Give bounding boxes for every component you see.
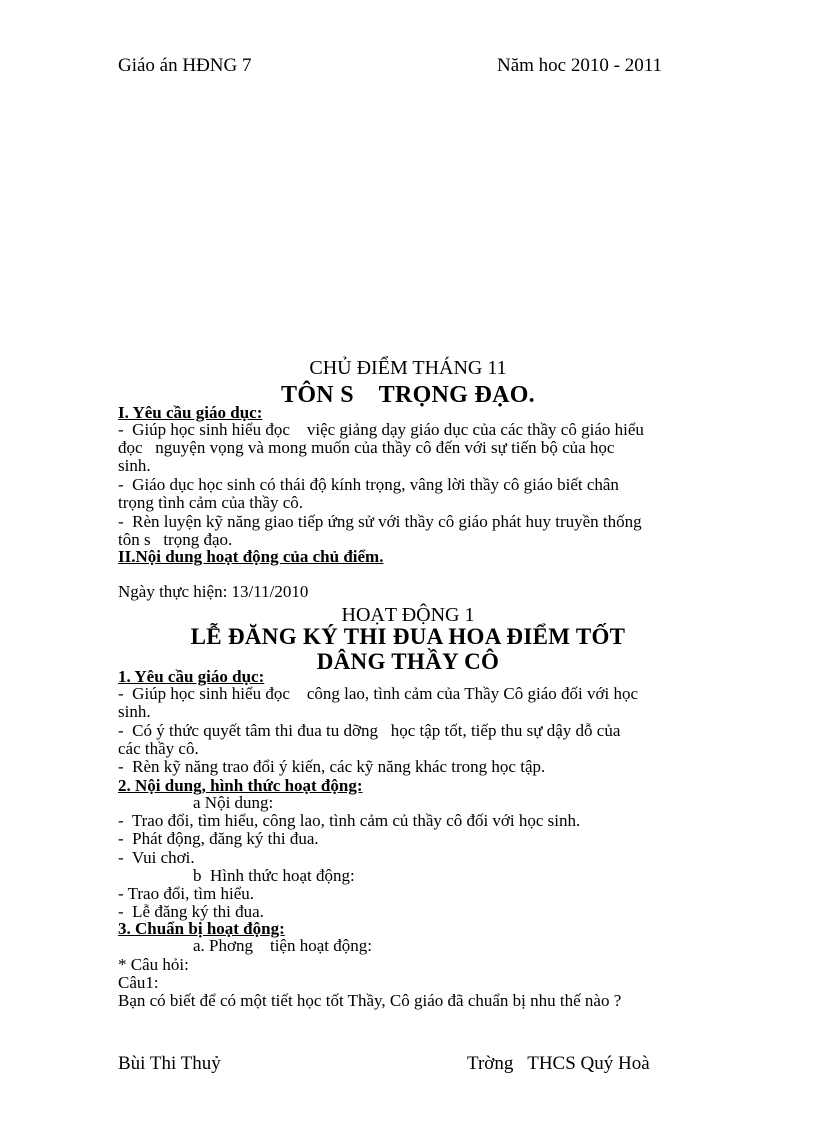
date-line: Ngày thực hiện: 13/11/2010 [118,582,309,601]
section-1-line: - Giáo dục học sinh có thái độ kính trọng, vâng lời thầy cô giáo biết chân [118,475,619,494]
part-1-line: - Rèn kỹ năng trao đổi ý kiến, các kỹ năng khác trong học tập. [118,757,546,776]
section-2-heading: II.Nội dung hoạt động của chủ điểm. [118,547,384,566]
section-1-line: trọng tình cảm của thầy cô. [118,493,304,512]
section-1-line: đọc nguyện vọng và mong muốn của thầy cô đến với sự tiến bộ của học [118,438,615,457]
header-right: Năm hoc 2010 - 2011 [497,55,662,76]
part-1-line: sinh. [118,702,151,721]
activity-title-line1: LỄ ĐĂNG KÝ THI ĐUA HOA ĐIỂM TỐT [190,624,626,649]
activity-label: HOẠT ĐỘNG 1 [341,604,475,626]
part-2-heading: 2. Nội dung, hình thức hoạt động: [118,776,363,795]
activity-title-line2: DÂNG THẦY CÔ [316,649,500,674]
part-1-heading: 1. Yêu cầu giáo dục: [118,667,265,686]
footer-right: Trờng THCS Quý Hoà [467,1053,650,1074]
part-2-a-line: - Phát động, đăng ký thi đua. [118,829,319,848]
part-3-line: Câu1: [118,973,159,992]
section-1-line: tôn s trọng đạo. [118,530,233,549]
part-1-line: - Có ý thức quyết tâm thi đua tu dỡng học tập tốt, tiếp thu sự dậy dỗ của [118,721,621,740]
section-1-line: - Giúp học sinh hiểu đọc việc giảng dạy giáo dục của các thầy cô giáo hiểu [118,420,644,439]
part-3-heading: 3. Chuẩn bị hoạt động: [118,919,285,938]
part-3-line: Bạn có biết để có một tiết học tốt Thầy, Cô giáo đã chuẩn bị nhu thế nào ? [118,991,622,1010]
part-3-sub-a: a. Phơng tiện hoạt động: [193,936,372,955]
topic-subtitle: CHỦ ĐIỂM THÁNG 11 [309,357,507,379]
topic-title: TÔN S TRỌNG ĐẠO. [281,382,535,408]
footer-left: Bùi Thi Thuỷ [118,1053,221,1074]
part-1-line: các thầy cô. [118,739,199,758]
part-2-a-line: - Vui chơi. [118,848,195,867]
part-1-line: - Giúp học sinh hiểu đọc công lao, tình cảm của Thầy Cô giáo đối với học [118,684,638,703]
part-2-sub-b: b Hình thức hoạt động: [193,866,355,885]
part-2-sub-a: a Nội dung: [193,793,274,812]
part-3-line: * Câu hỏi: [118,955,189,974]
header-left: Giáo án HĐNG 7 [118,55,252,76]
part-2-b-line: - Trao đổi, tìm hiểu. [118,884,255,903]
section-1-line: sinh. [118,456,151,475]
part-2-b-line: - Lễ đăng ký thi đua. [118,902,264,921]
part-2-a-line: - Trao đổi, tìm hiểu, công lao, tình cảm củ thầy cô đối với học sinh. [118,811,581,830]
section-1-heading: I. Yêu cầu giáo dục: [118,403,263,422]
section-1-line: - Rèn luyện kỹ năng giao tiếp ứng sử với thầy cô giáo phát huy truyền thống [118,512,642,531]
